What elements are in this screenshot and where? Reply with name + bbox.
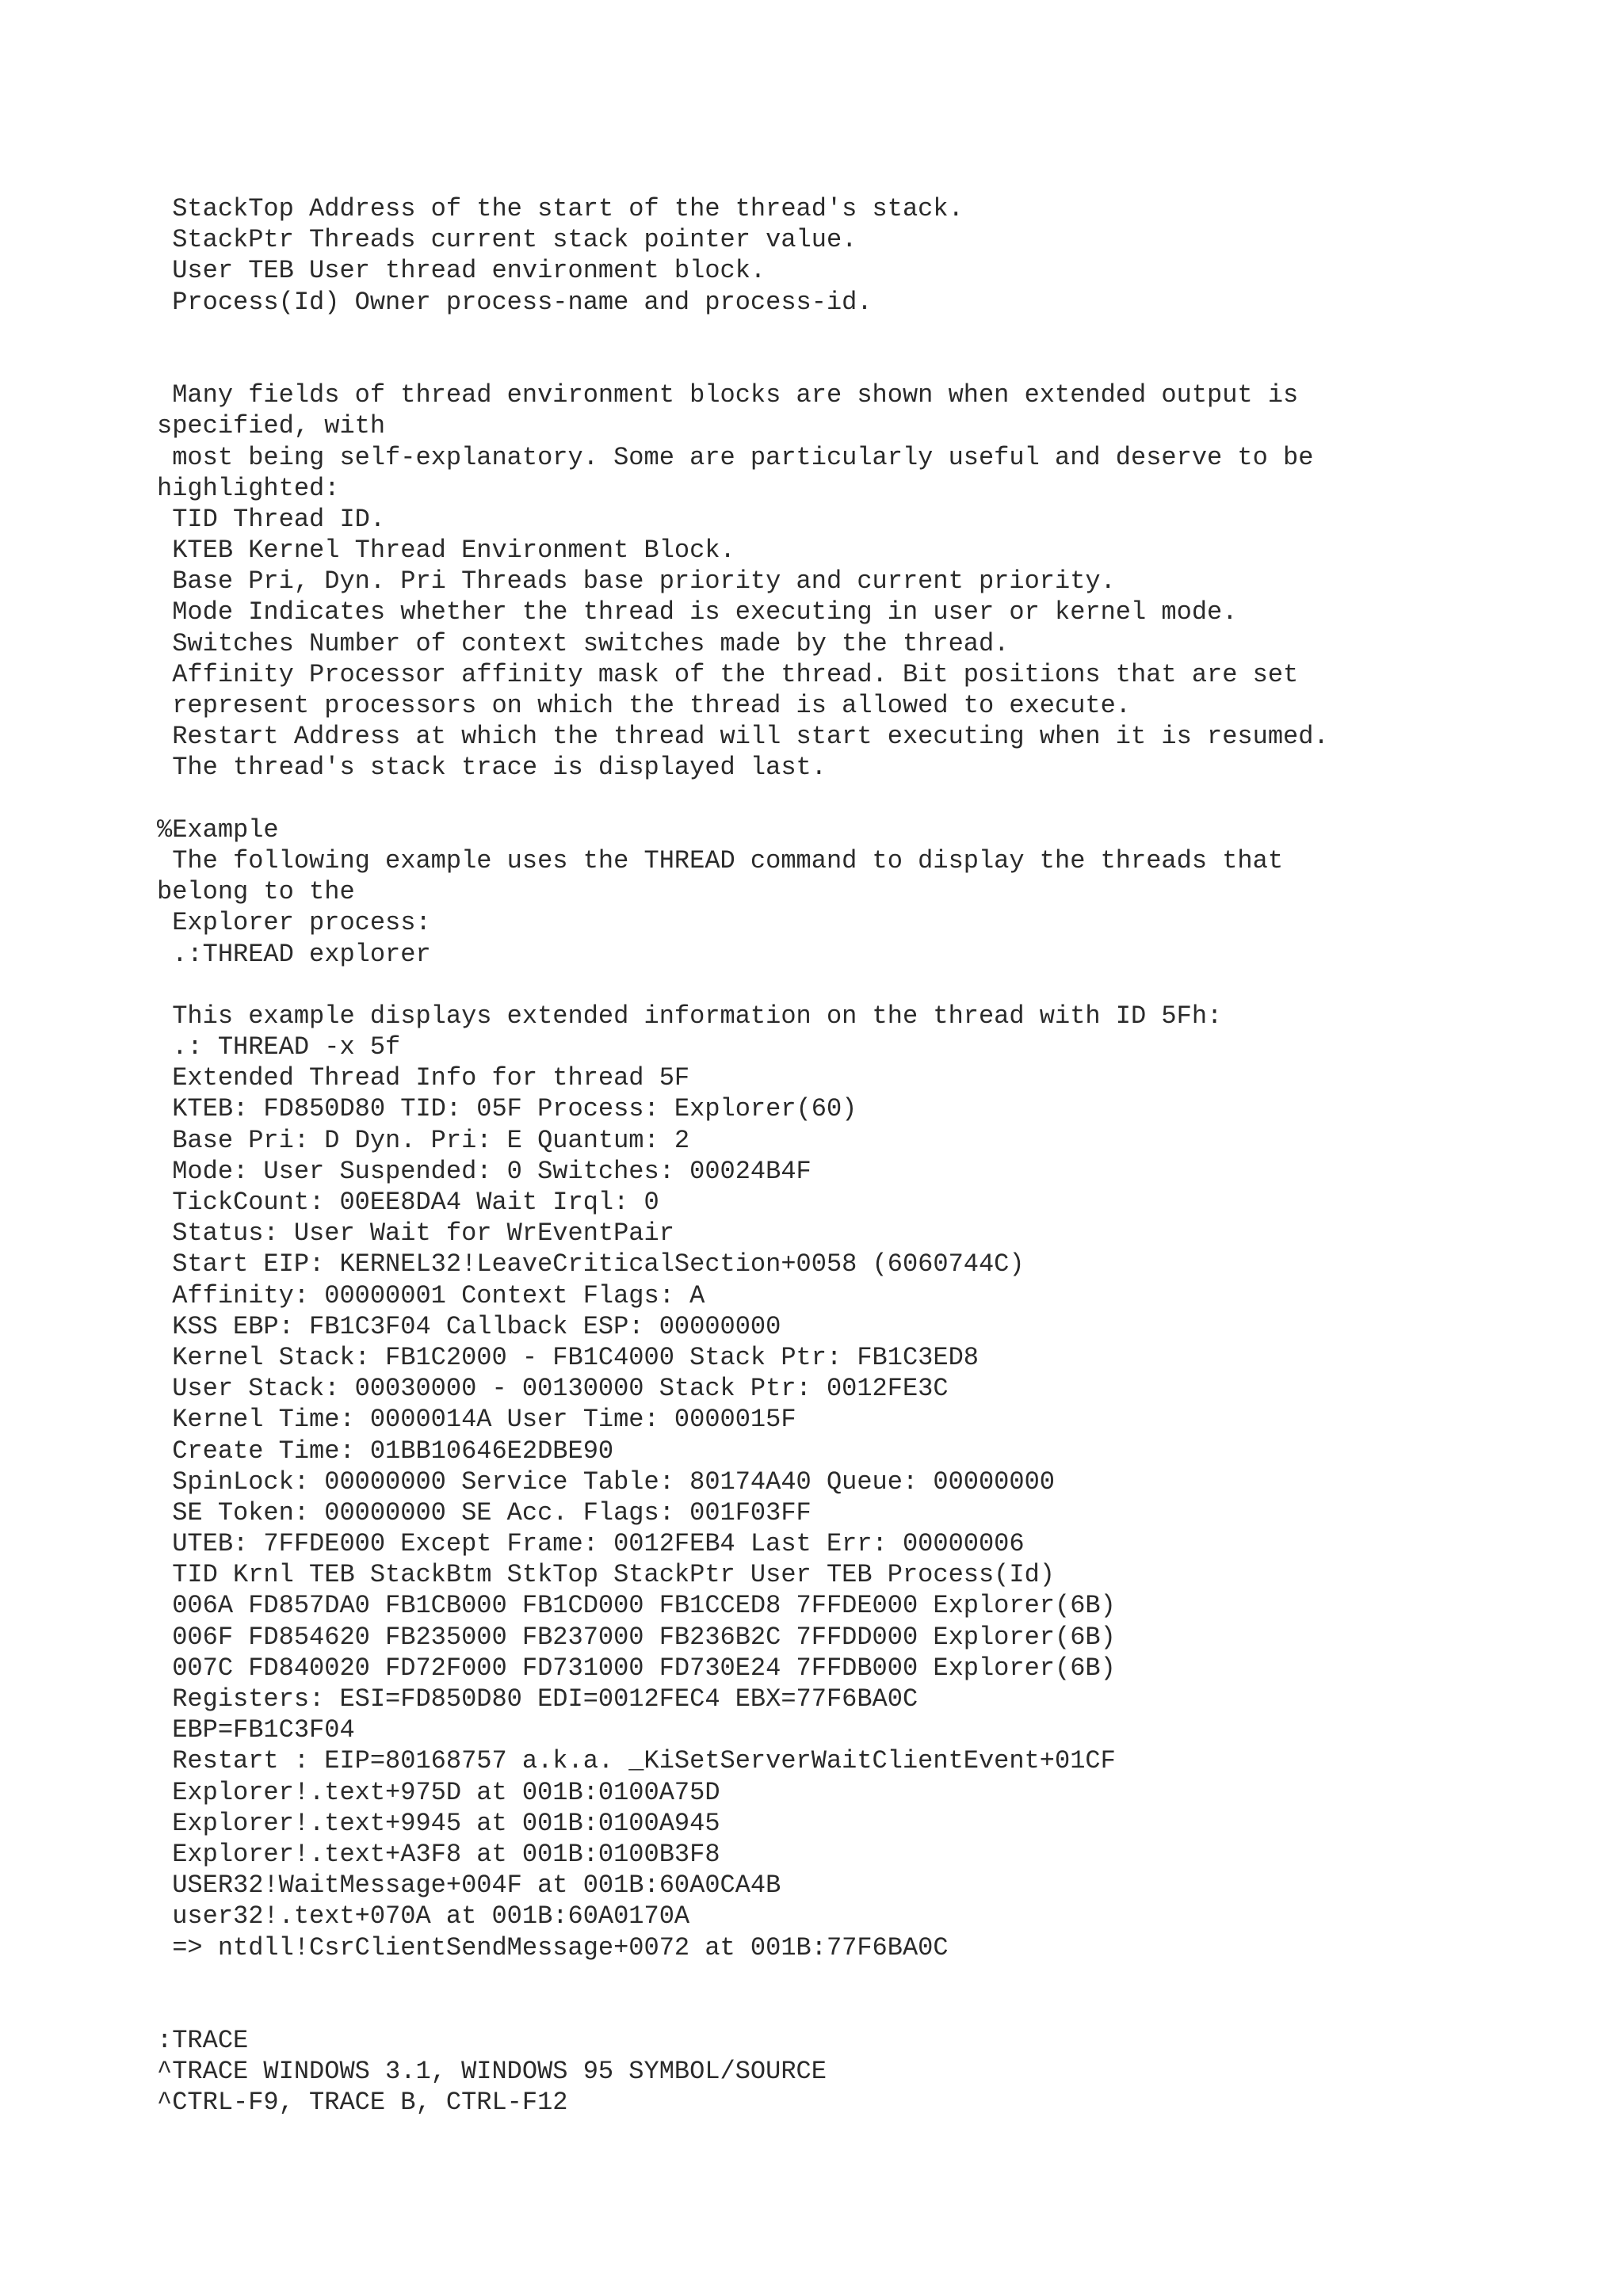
document-line: KSS EBP: FB1C3F04 Callback ESP: 00000000: [157, 1311, 781, 1341]
document-line: Status: User Wait for WrEventPair: [157, 1219, 674, 1249]
document-line: Process(Id) Owner process-name and process-id.: [157, 287, 873, 317]
document-line: highlighted:: [157, 473, 340, 503]
document-line: User Stack: 00030000 - 00130000 Stack Ptr: 0012FE3C: [157, 1374, 949, 1404]
document-line: 007C FD840020 FD72F000 FD731000 FD730E24 7FFDB000 Explorer(6B): [157, 1653, 1116, 1683]
document-line: User TEB User thread environment block.: [157, 256, 766, 286]
document-line: TickCount: 00EE8DA4 Wait Irql: 0: [157, 1188, 659, 1217]
document-line: Many fields of thread environment blocks are shown when extended output is: [157, 380, 1299, 410]
document-line: UTEB: 7FFDE000 Except Frame: 0012FEB4 Last Err: 00000006: [157, 1529, 1025, 1559]
document-line: => ntdll!CsrClientSendMessage+0072 at 001B:77F6BA0C: [157, 1932, 949, 1962]
document-line: USER32!WaitMessage+004F at 001B:60A0CA4B: [157, 1871, 781, 1901]
document-line: 006F FD854620 FB235000 FB237000 FB236B2C 7FFDD000 Explorer(6B): [157, 1622, 1116, 1652]
document-line: Affinity Processor affinity mask of the thread. Bit positions that are set: [157, 659, 1299, 689]
document-line: The thread's stack trace is displayed last.: [157, 753, 827, 783]
document-line: TID Thread ID.: [157, 504, 386, 534]
document-line: ^CTRL-F9, TRACE B, CTRL-F12: [157, 2088, 568, 2118]
document-line: [157, 318, 1520, 349]
document-line: Registers: ESI=FD850D80 EDI=0012FEC4 EBX=77F6BA0C: [157, 1684, 918, 1714]
document-line: Restart Address at which the thread will start executing when it is resumed.: [157, 722, 1329, 752]
document-line: This example displays extended information on the thread with ID 5Fh:: [157, 1001, 1223, 1031]
document-line: Start EIP: KERNEL32!LeaveCriticalSection+0058 (6060744C): [157, 1249, 1025, 1280]
document-line: most being self-explanatory. Some are particularly useful and deserve to be: [157, 442, 1314, 472]
document-line: The following example uses the THREAD command to display the threads that: [157, 845, 1284, 875]
document-line: Affinity: 00000001 Context Flags: A: [157, 1280, 705, 1310]
document-line: Explorer!.text+A3F8 at 001B:0100B3F8: [157, 1839, 720, 1869]
document-line: Extended Thread Info for thread 5F: [157, 1063, 690, 1093]
document-text: [157, 193, 1520, 2119]
document-line: Explorer!.text+975D at 001B:0100A75D: [157, 1777, 720, 1807]
document-line: SE Token: 00000000 SE Acc. Flags: 001F03FF: [157, 1497, 812, 1527]
document-line: :TRACE: [157, 2026, 249, 2056]
document-line: represent processors on which the thread is allowed to execute.: [157, 691, 1131, 720]
document-line: %Example: [157, 814, 279, 845]
document-line: Mode: User Suspended: 0 Switches: 00024B4F: [157, 1156, 812, 1186]
document-line: [157, 349, 1520, 379]
document-line: Create Time: 01BB10646E2DBE90: [157, 1436, 614, 1466]
document-line: StackPtr Threads current stack pointer value.: [157, 225, 857, 255]
document-line: Switches Number of context switches made by the thread.: [157, 628, 1010, 658]
document-line: Mode Indicates whether the thread is executing in user or kernel mode.: [157, 597, 1238, 627]
document-line: Restart : EIP=80168757 a.k.a. _KiSetServerWaitClientEvent+01CF: [157, 1746, 1116, 1776]
document-line: Explorer process:: [157, 908, 431, 938]
document-line: KTEB: FD850D80 TID: 05F Process: Explorer(60): [157, 1094, 857, 1124]
document-line: Explorer!.text+9945 at 001B:0100A945: [157, 1808, 720, 1838]
document-line: Kernel Stack: FB1C2000 - FB1C4000 Stack Ptr: FB1C3ED8: [157, 1342, 979, 1372]
document-line: SpinLock: 00000000 Service Table: 80174A40 Queue: 00000000: [157, 1466, 1055, 1497]
document-line: [157, 1963, 1520, 1994]
document-line: KTEB Kernel Thread Environment Block.: [157, 536, 735, 566]
document-line: user32!.text+070A at 001B:60A0170A: [157, 1901, 690, 1932]
document-line: [157, 970, 1520, 1001]
document-line: ^TRACE WINDOWS 3.1, WINDOWS 95 SYMBOL/SOURCE: [157, 2057, 827, 2087]
document-line: .: THREAD -x 5f: [157, 1032, 401, 1062]
document-line: TID Krnl TEB StackBtm StkTop StackPtr User TEB Process(Id): [157, 1560, 1055, 1590]
document-line: Kernel Time: 0000014A User Time: 0000015F: [157, 1405, 796, 1435]
document-line: specified, with: [157, 411, 386, 441]
document-line: .:THREAD explorer: [157, 939, 431, 969]
document-line: [157, 784, 1520, 814]
document-line: EBP=FB1C3F04: [157, 1715, 355, 1745]
document-line: belong to the: [157, 877, 355, 907]
document-line: 006A FD857DA0 FB1CB000 FB1CD000 FB1CCED8 7FFDE000 Explorer(6B): [157, 1591, 1116, 1621]
document-line: Base Pri: D Dyn. Pri: E Quantum: 2: [157, 1125, 690, 1155]
document-line: [157, 1994, 1520, 2025]
document-line: StackTop Address of the start of the thread's stack.: [157, 194, 964, 223]
document-line: Base Pri, Dyn. Pri Threads base priority and current priority.: [157, 566, 1116, 597]
